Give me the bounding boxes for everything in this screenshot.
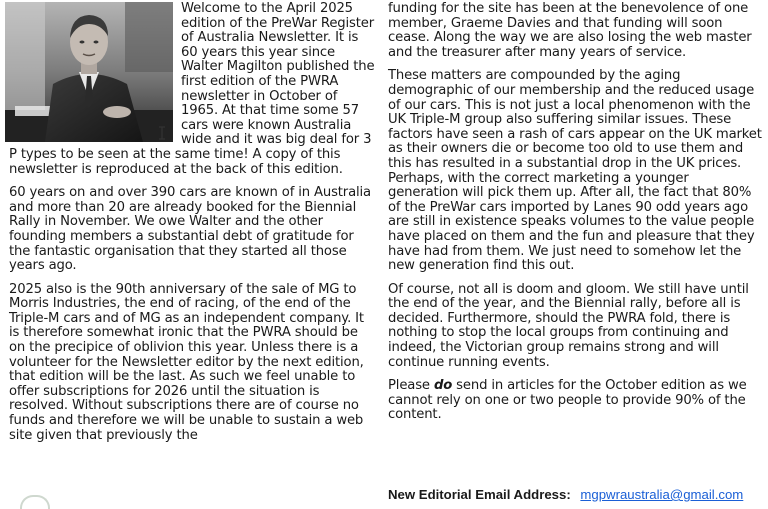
anniversary-paragraph: 2025 also is the 90th anniversary of the sale of MG to Morris Industries, the end of racing, of the end of the Triple-M cars and of MG as an independent company. It is therefore somewhat ironic that the PWRA should be on the precipice of oblivion this year. Unless there is a volunteer for the Newsletter editor by the next edition, that edition will be the last. As such we feel unable to offer subscriptions for 2026 until the situation is resolved. Without subscriptions there are of course no funds and therefore we will be unable to sustain a web site given that previously the <box>9 281 364 443</box>
editorial-email-line <box>388 487 743 502</box>
editorial-email-label: New Editorial Email Address: <box>388 487 571 502</box>
emphasis-do: do <box>433 378 453 394</box>
articles-request-before: Please <box>388 378 434 394</box>
left-column <box>9 2 375 452</box>
sixty-years-paragraph: 60 years on and over 390 cars are known of in Australia and more than 20 are already booked for the Biennial Rally in November. We owe Walter and the other founding members a substantial debt of gratitude for the fantastic organisation that they started all those years ago. <box>9 185 371 274</box>
portrait-photo-icon <box>5 2 173 142</box>
text-cursor-icon <box>158 126 166 140</box>
not-all-gloom-paragraph: Of course, not all is doom and gloom. We still have until the end of the year, and the Biennial rally, before all is decided. Furthermore, should the PWRA fold, there is nothing to stop the local groups from continuing and indeed, the Victorian group remains strong and will continue running events. <box>388 281 749 370</box>
decorative-arc <box>20 495 50 509</box>
intro-paragraph: Welcome to the April 2025 edition of the PreWar Register of Australia Newsletter. It is 60 years this year since Walter Magilton published the first edition of the PWRA newsletter in October of 1965. At that time some 57 cars were known Australia wide and it was big deal for 3 P types to be seen at the same time! A copy of this newsletter is reproduced at the back of this edition. <box>9 1 375 177</box>
funding-paragraph: funding for the site has been at the benevolence of one member, Graeme Davies and that funding will soon cease. Along the way we are also losing the web master and the treasurer after many years of service. <box>388 1 752 60</box>
articles-request-after: send in articles for the October edition as we cannot rely on one or two people to provide 90% of the content. <box>388 378 747 423</box>
right-column <box>388 2 762 432</box>
editorial-email-link[interactable]: mgpwraustralia@gmail.com <box>580 487 744 502</box>
articles-request-paragraph <box>388 379 762 423</box>
demographic-paragraph: These matters are compounded by the aging demographic of our membership and the reduced usage of our cars. This is not just a local phenomenon with the UK Triple-M group also suffering similar issues. These factors have seen a rash of cars appear on the UK market as their owners die or become too old to use them and this has resulted in a substantial drop in the UK prices. Perhaps, with the correct marketing a younger generation will pick them up. After all, the fact that 80% of the PreWar cars imported by Lanes 90 odd years ago are still in existence speaks volumes to the value people have placed on them and the fun and pleasure that they have had from them. We just need to somehow let the new generation find this out. <box>388 68 762 274</box>
